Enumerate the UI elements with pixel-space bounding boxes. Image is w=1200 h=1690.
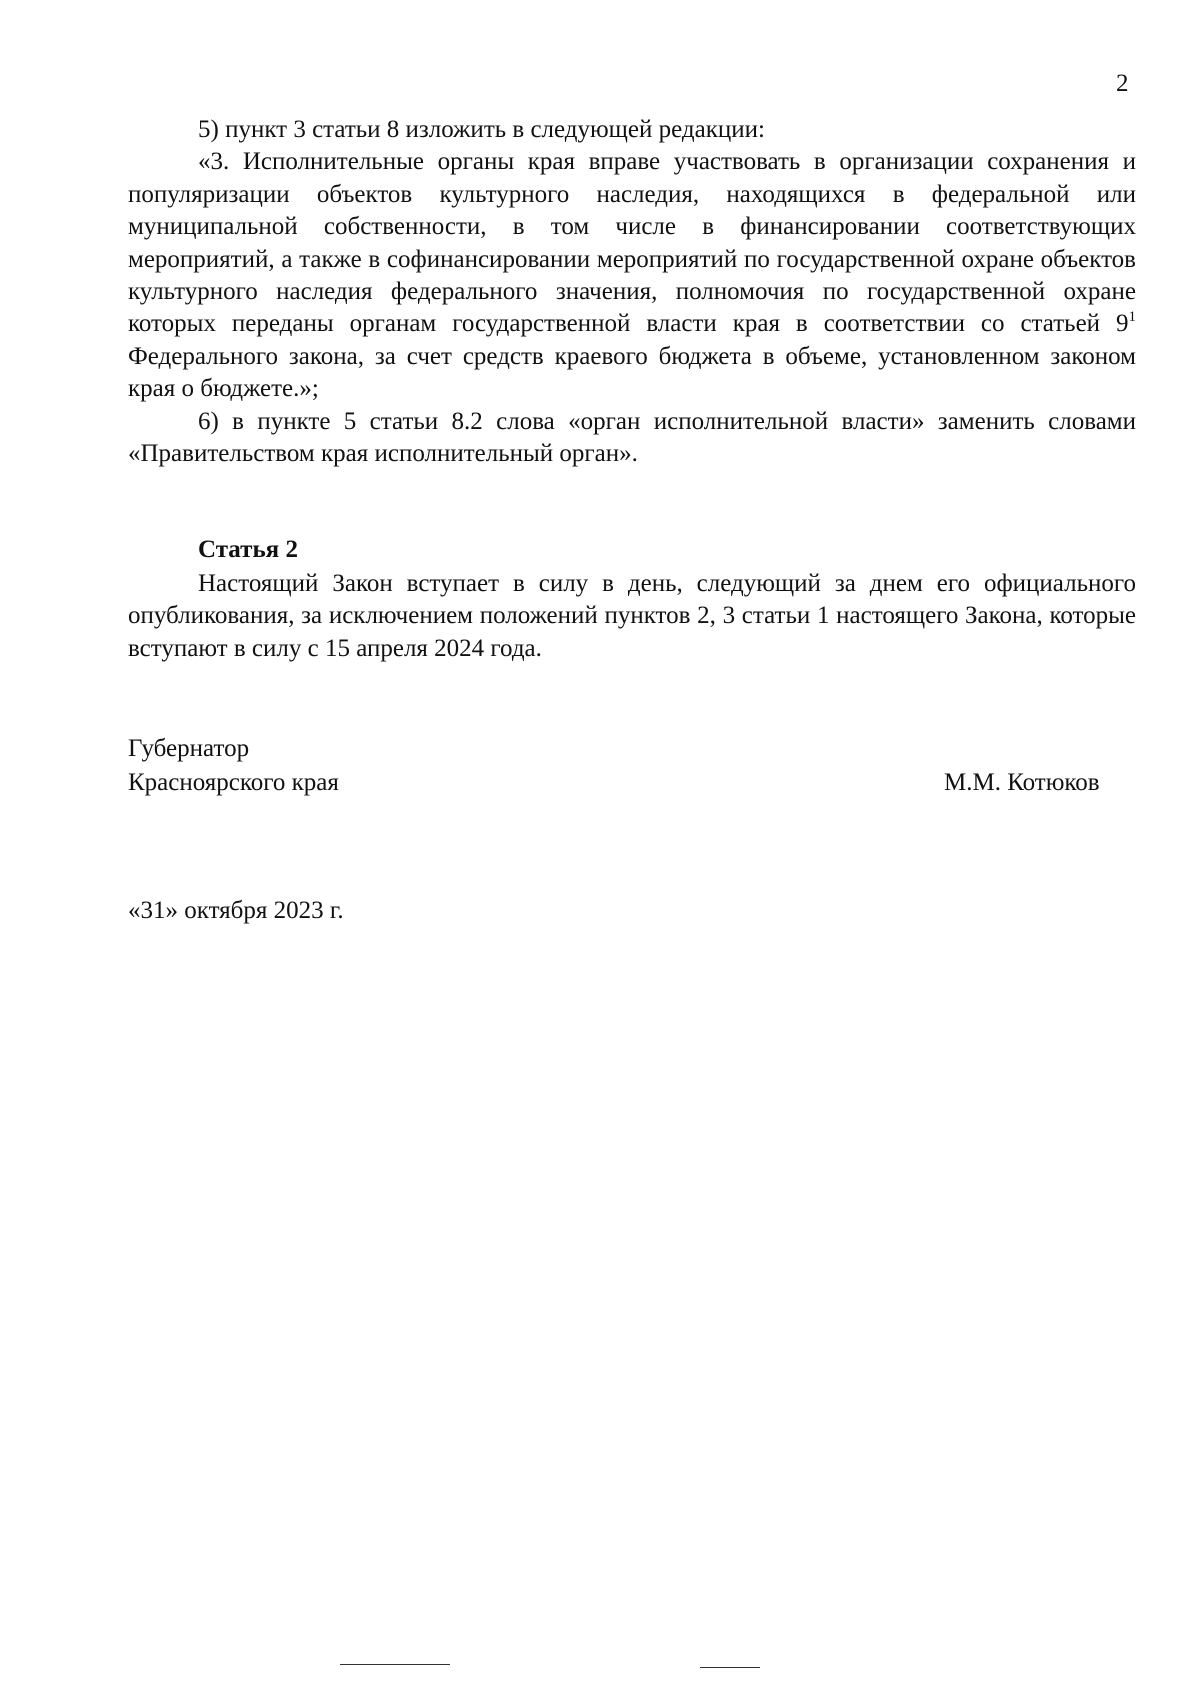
- item-5-quote: [128, 146, 1136, 405]
- article-2-section: [128, 568, 1136, 665]
- item-6: 6) в пункте 5 статьи 8.2 слова «орган исполнительной власти» заменить словами «Правительством края исполнительный орган».: [128, 407, 1136, 468]
- amendments-section: [128, 114, 1136, 470]
- signing-date: «31» октября 2023 г.: [128, 897, 344, 924]
- signatory-name: М.М. Котюков: [944, 769, 1100, 796]
- item-5-intro: 5) пункт 3 статьи 8 изложить в следующей редакции:: [198, 116, 765, 143]
- quote-text-part1: «3. Исполнительные органы края вправе участвовать в организации сохранения и популяризации объектов культурного наследия, находящихся в федеральной или муниципальной собственности, в том числе в финансировании соответствующих мероприятий, а также в софинансировании мероприятий по государственной охране объектов культурного наследия федерального значения, полномочия по государственной охране которых переданы органам государственной власти края в соответствии со статьей 9: [128, 148, 1136, 338]
- signature-title-line1: Губернатор: [128, 735, 250, 762]
- signature-title: [128, 732, 339, 800]
- quote-text-part2: Федерального закона, за счет средств краевого бюджета в объеме, установленном законом края о бюджете.»;: [128, 342, 1136, 403]
- article-2-heading: Статья 2: [198, 536, 298, 563]
- article-superscript: 1: [1128, 309, 1136, 326]
- footer-divider-right: [700, 1667, 760, 1668]
- footer-divider-left: [340, 1664, 450, 1665]
- article-2-text: Настоящий Закон вступает в силу в день, следующий за днем его официального опубликования, за исключением положений пунктов 2, 3 статьи 1 настоящего Закона, которые вступают в силу с 15 апреля 2024 года.: [128, 570, 1136, 662]
- signature-title-line2: Красноярского края: [128, 769, 339, 796]
- page-number: 2: [1116, 70, 1129, 97]
